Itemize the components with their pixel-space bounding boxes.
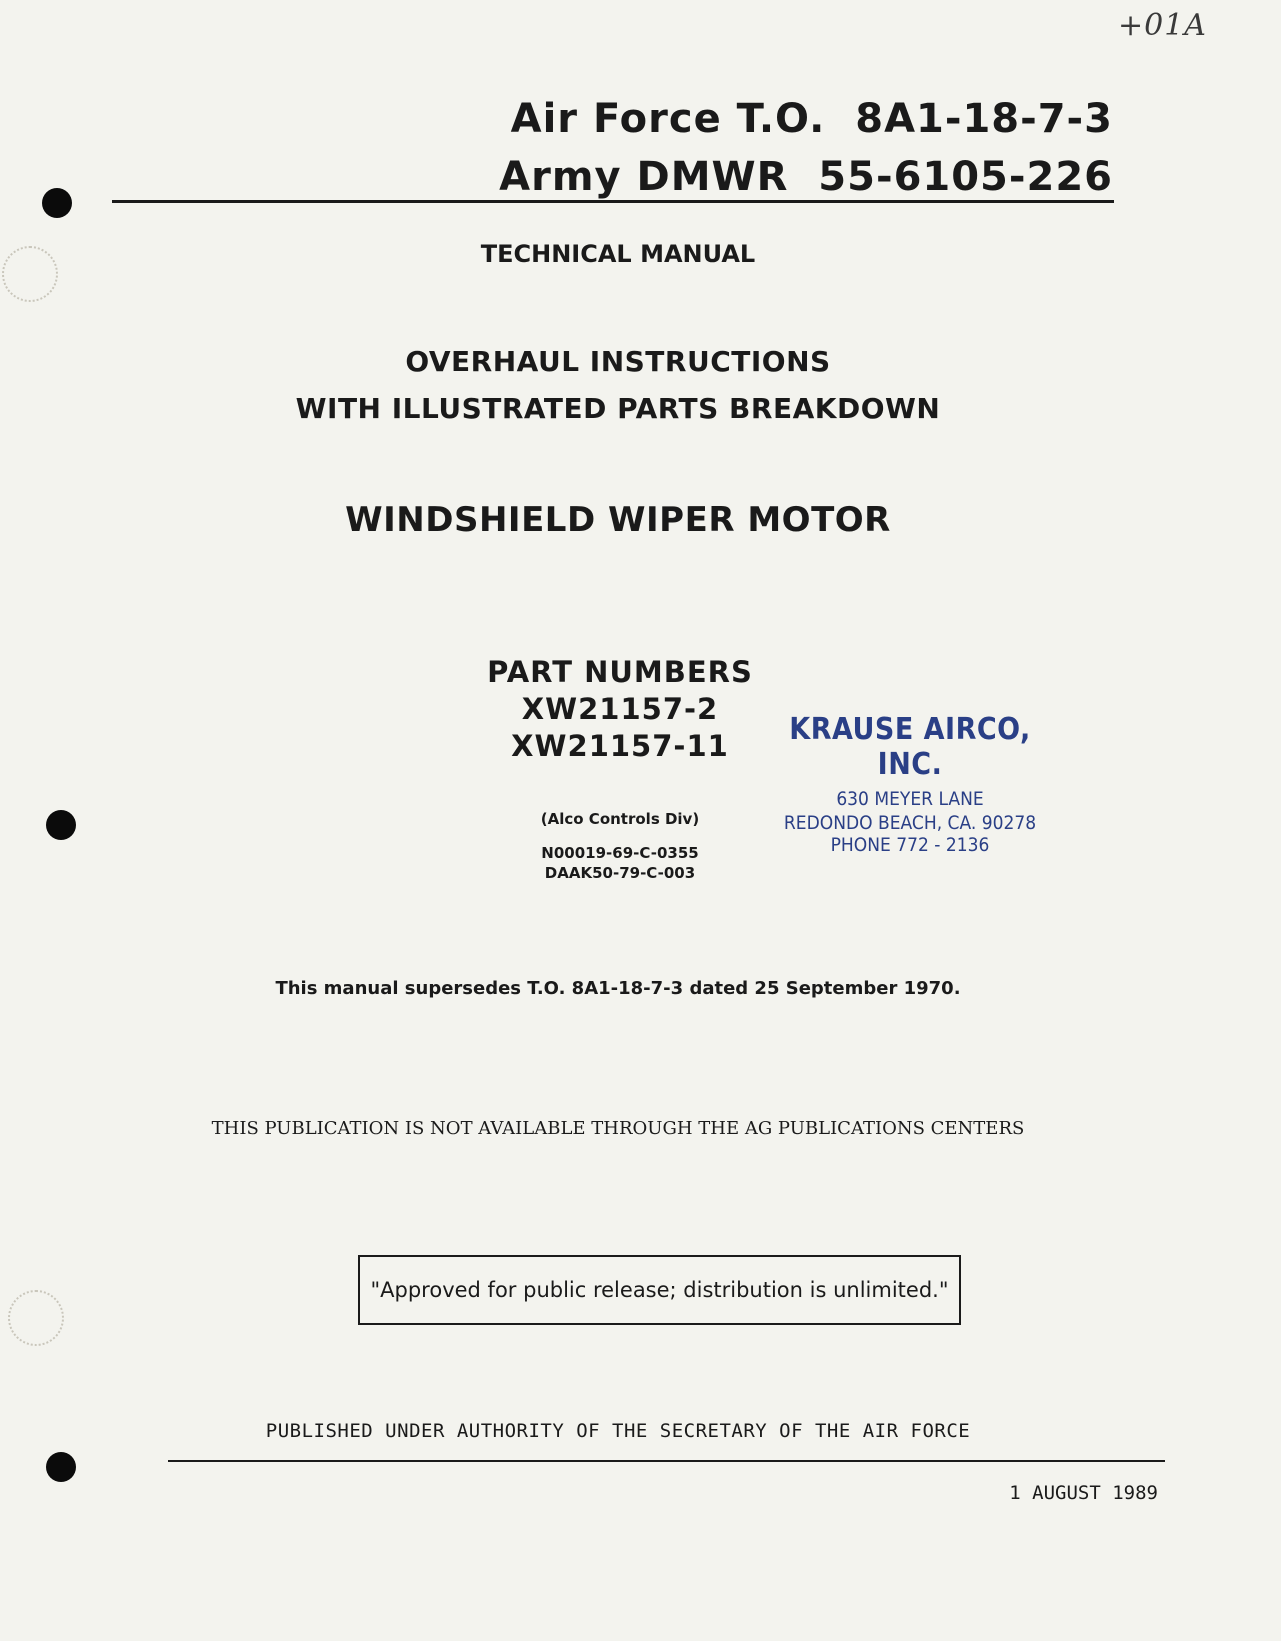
part-numbers-block bbox=[470, 654, 770, 765]
to-number: 8A1-18-7-3 bbox=[855, 96, 1113, 142]
paper-smudge bbox=[8, 1290, 64, 1346]
contract-number: DAAK50-79-C-003 bbox=[544, 864, 696, 882]
stamp-phone: PHONE 772 - 2136 bbox=[830, 834, 990, 856]
document-type: TECHNICAL MANUAL bbox=[480, 240, 756, 268]
stamp-city: REDONDO BEACH, CA. 90278 bbox=[783, 812, 1037, 834]
publication-date: 1 AUGUST 1989 bbox=[1009, 1482, 1158, 1504]
stamp-address: 630 MEYER LANE bbox=[836, 788, 984, 810]
contract-number: N00019-69-C-0355 bbox=[541, 844, 699, 862]
stamp-company: KRAUSE AIRCO, INC. bbox=[789, 712, 1031, 782]
punch-hole-middle bbox=[46, 810, 76, 840]
footer-rule bbox=[168, 1460, 1165, 1462]
release-notice: "Approved for public release; distribution is unlimited." bbox=[370, 1278, 949, 1302]
supersedes-notice: This manual supersedes T.O. 8A1-18-7-3 dated 25 September 1970. bbox=[275, 978, 961, 999]
army-dmwr-number bbox=[499, 154, 1113, 200]
release-notice-box bbox=[358, 1255, 961, 1325]
subtitle-line-1: OVERHAUL INSTRUCTIONS bbox=[405, 345, 831, 378]
availability-notice: THIS PUBLICATION IS NOT AVAILABLE THROUGH THE AG PUBLICATIONS CENTERS bbox=[211, 1118, 1025, 1139]
punch-hole-top bbox=[42, 188, 72, 218]
part-numbers-heading: PART NUMBERS bbox=[487, 655, 753, 689]
army-prefix: Army DMWR bbox=[499, 154, 789, 200]
to-prefix: Air Force T.O. bbox=[510, 96, 826, 142]
air-force-to-number bbox=[511, 96, 1113, 142]
punch-hole-bottom bbox=[46, 1452, 76, 1482]
authority-statement: PUBLISHED UNDER AUTHORITY OF THE SECRETARY OF THE AIR FORCE bbox=[265, 1420, 971, 1442]
header-rule bbox=[112, 200, 1114, 203]
handwritten-note: +01A bbox=[1118, 8, 1207, 43]
subtitle-line-2: WITH ILLUSTRATED PARTS BREAKDOWN bbox=[295, 392, 941, 425]
part-number: XW21157-2 bbox=[521, 692, 719, 726]
part-number: XW21157-11 bbox=[511, 729, 729, 763]
document-title: WINDSHIELD WIPER MOTOR bbox=[345, 500, 891, 540]
manufacturer: (Alco Controls Div) bbox=[540, 810, 700, 828]
company-stamp bbox=[760, 712, 1060, 856]
army-number: 55-6105-226 bbox=[818, 154, 1113, 200]
